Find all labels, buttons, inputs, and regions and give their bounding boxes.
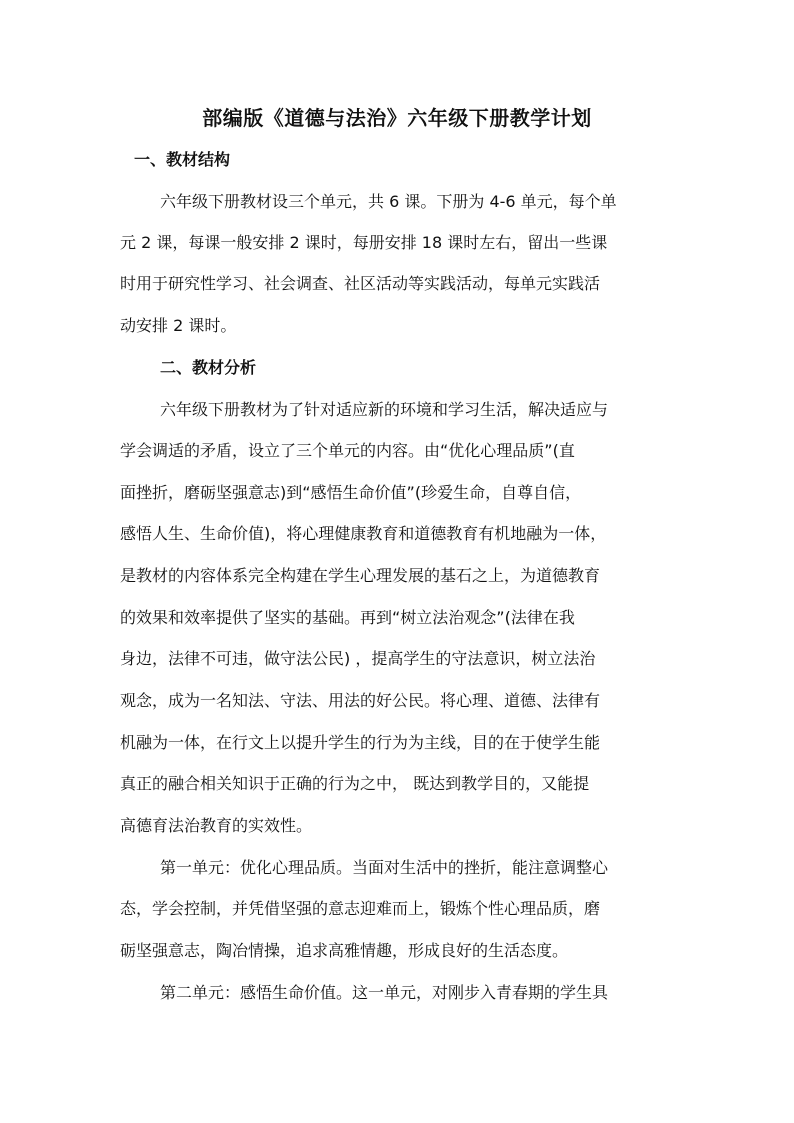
document-title: 部编版《道德与法治》六年级下册教学计划 bbox=[202, 106, 592, 130]
paragraph-line: 机融为一体，在行文上以提升学生的行为为主线，目的在于使学生能 bbox=[120, 733, 601, 752]
paragraph-line: 动安排 2 课时。 bbox=[120, 316, 237, 335]
section-heading-analysis: 二、教材分析 bbox=[160, 358, 257, 377]
paragraph-line: 元 2 课，每课一般安排 2 课时，每册安排 18 课时左右，留出一些课 bbox=[120, 233, 608, 252]
paragraph-line: 第二单元：感悟生命价值。这一单元，对刚步入青春期的学生具 bbox=[160, 983, 609, 1002]
section-heading-structure: 一、教材结构 bbox=[134, 150, 231, 169]
paragraph-line: 砺坚强意志，陶冶情操，追求高雅情趣，形成良好的生活态度。 bbox=[120, 941, 569, 960]
paragraph-line: 时用于研究性学习、社会调查、社区活动等实践活动，每单元实践活 bbox=[120, 274, 601, 293]
paragraph-line: 态，学会控制，并凭借坚强的意志迎难而上，锻炼个性心理品质，磨 bbox=[120, 899, 601, 918]
paragraph-line: 感悟人生、生命价值)，将心理健康教育和道德教育有机地融为一体， bbox=[120, 524, 607, 543]
paragraph-line: 的效果和效率提供了坚实的基础。再到“树立法治观念”(法律在我 bbox=[120, 608, 575, 627]
paragraph-line: 六年级下册教材设三个单元，共 6 课。下册为 4-6 单元，每个单 bbox=[160, 192, 617, 211]
paragraph-line: 第一单元：优化心理品质。当面对生活中的挫折，能注意调整心 bbox=[160, 858, 609, 877]
paragraph-line: 身边，法律不可违，做守法公民) ，提高学生的守法意识，树立法治 bbox=[120, 649, 596, 668]
paragraph-line: 真正的融合相关知识于正确的行为之中， 既达到教学目的，又能提 bbox=[120, 774, 590, 793]
paragraph-line: 面挫折，磨砺坚强意志)到“感悟生命价值”(珍爱生命，自尊自信， bbox=[120, 483, 582, 502]
paragraph-line: 六年级下册教材为了针对适应新的环境和学习生活，解决适应与 bbox=[160, 400, 609, 419]
paragraph-line: 学会调适的矛盾，设立了三个单元的内容。由“优化心理品质”(直 bbox=[120, 441, 575, 460]
paragraph-line: 是教材的内容体系完全构建在学生心理发展的基石之上，为道德教育 bbox=[120, 566, 601, 585]
paragraph-line: 高德育法治教育的实效性。 bbox=[120, 816, 313, 835]
paragraph-line: 观念，成为一名知法、守法、用法的好公民。将心理、道德、法律有 bbox=[120, 691, 601, 710]
